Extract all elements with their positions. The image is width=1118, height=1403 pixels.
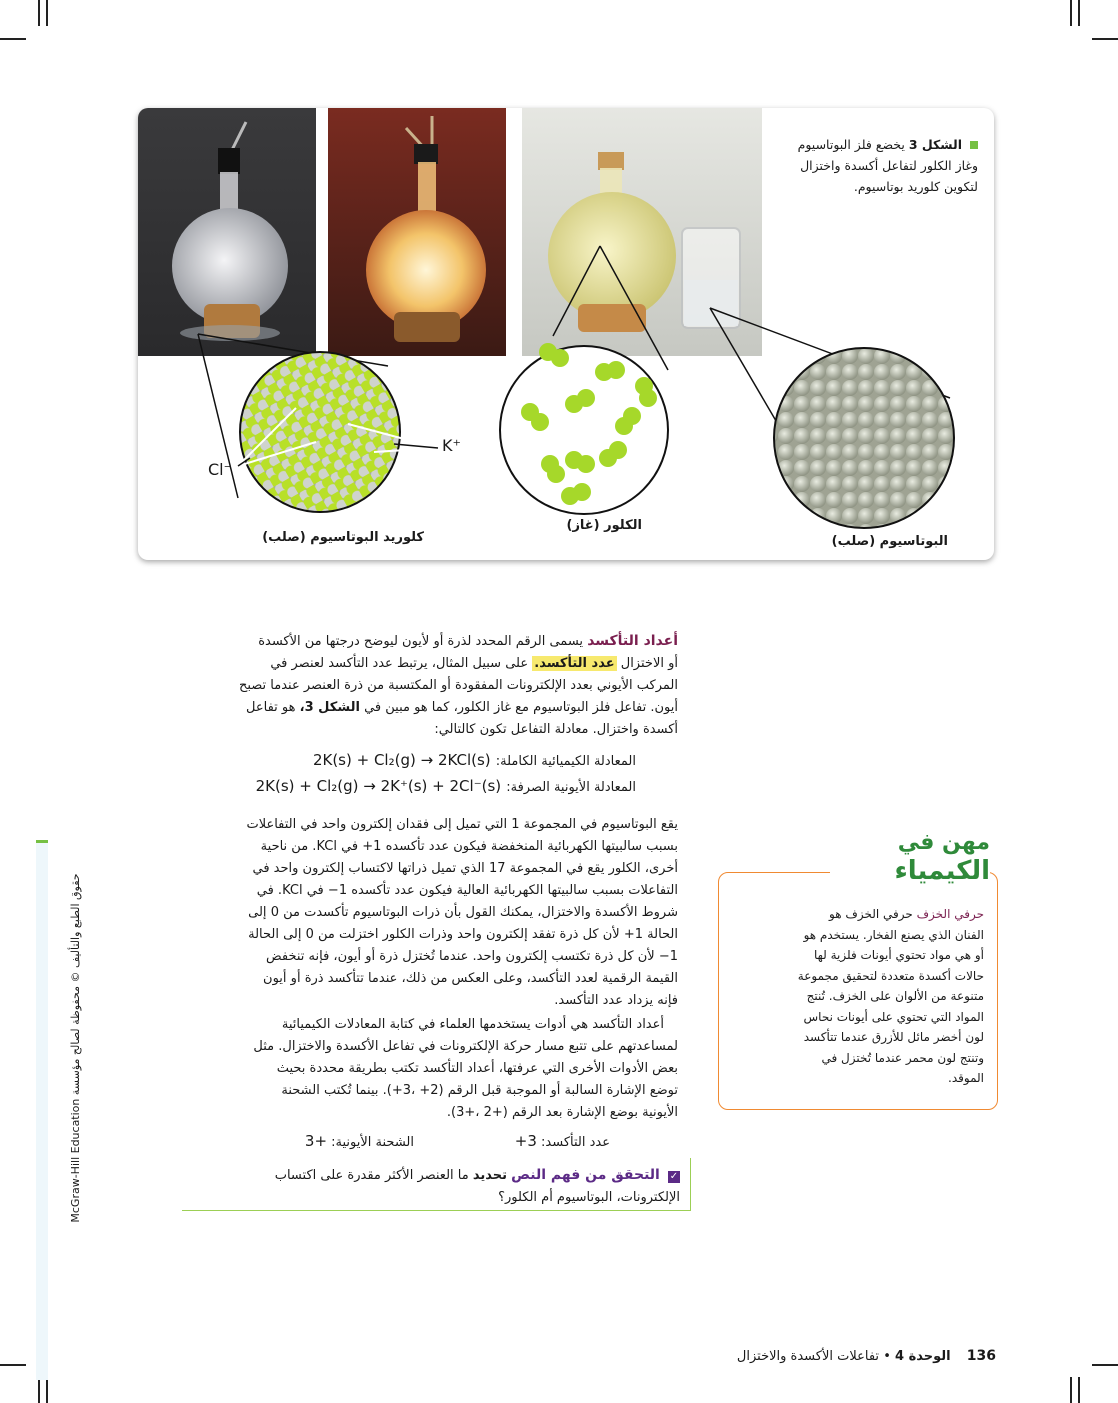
careers-title: [830, 830, 990, 886]
intro-line-1-text: يسمى الرقم المحدد لذرة أو لأيون ليوضح درجتها من الأكسدة: [258, 634, 584, 649]
crop-mark: [46, 1377, 48, 1403]
caption-line-3: لتكوين كلوريد بوتاسيوم.: [853, 179, 978, 194]
crop-mark: [38, 0, 40, 26]
margin-accent-line: [36, 840, 48, 843]
label-potassium-solid: البوتاسيوم (صلب): [831, 534, 948, 549]
reading-check-verb: تحديد: [472, 1168, 508, 1183]
label-chlorine-gas: الكلور (غاز): [566, 518, 642, 533]
page-footer: [600, 1348, 996, 1364]
intro-term: أعداد التأكسد: [587, 633, 678, 649]
label-potassium-chloride: كلوريد البوتاسيوم (صلب): [262, 530, 424, 545]
crop-mark: [0, 1364, 26, 1366]
crop-mark: [1078, 1377, 1080, 1403]
careers-line: أو هي مواد تحتوي أيونات فلزية لها: [813, 948, 984, 962]
leader-line: [553, 246, 600, 336]
reading-check-question-2: الإلكترونات، البوتاسيوم أم الكلور؟: [498, 1190, 680, 1205]
careers-line: متنوعة من الألوان على الخزف. تُنتج: [806, 989, 984, 1003]
potassium-lattice-circle: [774, 348, 954, 528]
oxidation-number-label: عدد التأكسد:: [541, 1135, 610, 1150]
crop-mark: [1070, 0, 1072, 26]
crop-mark: [38, 1377, 40, 1403]
careers-line: المواد التي تحتوي على أيونات نحاس: [803, 1009, 984, 1024]
reading-check-question-1: ما العنصر الأكثر مقدرة على اكتساب: [274, 1168, 469, 1183]
para2-line: شروط الأكسدة والاختزال، يمكنك القول بأن ذرات البوتاسيوم تأكسدت من 0 إلى: [248, 905, 678, 920]
intro-paragraph: [158, 630, 678, 741]
para2-line: فإنه يزداد عدد التأكسد.: [554, 993, 678, 1008]
equation-full: [196, 750, 636, 769]
oxidation-number-value: 3+: [514, 1132, 537, 1150]
ion-label-k: K⁺: [442, 436, 461, 455]
intro-line-4: [158, 697, 678, 719]
careers-line: حالات أكسدة متعددة لتحقيق مجموعة: [797, 968, 984, 983]
side-copyright: [68, 868, 84, 1228]
para3-line: الأيونية بوضع الإشارة بعد الرقم (+2 ،+3).: [446, 1105, 678, 1120]
oxidation-number-example: [420, 1132, 610, 1150]
reading-check-line-1: [186, 1164, 680, 1187]
para2-line: الحالة 1+ لأن كل ذرة تفقد إلكترون واحد وذرات الكلور اختزلت من 0 إلى الحالة: [248, 927, 678, 942]
para3-line: أعداد التأكسد هي أدوات يستخدمها العلماء في كتابة المعادلات الكيميائية: [281, 1017, 664, 1032]
equation-full-label: المعادلة الكيميائية الكاملة:: [495, 754, 636, 769]
crop-mark: [46, 0, 48, 26]
side-copyright-text: حقوق الطبع والتأليف © محفوظة لصالح مؤسسة: [69, 873, 82, 1096]
careers-line-1: [730, 904, 984, 925]
careers-line: الموقد.: [948, 1071, 984, 1085]
para3-line: توضع الإشارة السالبة أو الموجبة قبل الرقم (2+ ،3+). بينما تُكتب الشحنة: [281, 1083, 678, 1098]
careers-text: [730, 904, 984, 1089]
leader-line: [710, 308, 786, 438]
intro-line-4a: أيون. تفاعل فلز البوتاسيوم مع غاز الكلور، كما هو مبين في: [364, 700, 678, 715]
figure-card: [138, 108, 994, 560]
figure-reference: الشكل 3،: [299, 700, 360, 715]
paragraph-potassium-chlorine: [158, 814, 678, 1012]
crop-mark: [1092, 1364, 1118, 1366]
para2-line: يقع البوتاسيوم في المجموعة 1 التي تميل إلى فقدان إلكترون واحد في التفاعلات: [246, 817, 678, 832]
intro-line-5: أكسدة واختزال. معادلة التفاعل تكون كالتالي:: [434, 722, 678, 737]
ionic-charge-value: +3: [304, 1132, 328, 1150]
para2-line: 1− لأن كل ذرة تكتسب إلكترون واحد. عندما تُختزل ذرة أو أيون، فإنه تنخفض: [265, 949, 678, 964]
intro-line-3: المركب الأيوني بعدد الإلكترونات المفقودة أو المكتسبة من ذرة العنصر عندما تصبح: [238, 678, 678, 693]
reading-check: [186, 1164, 680, 1209]
footer-unit: الوحدة 4: [895, 1349, 951, 1364]
crop-mark: [1070, 1377, 1072, 1403]
equation-ionic: [170, 776, 636, 795]
crop-mark: [1078, 0, 1080, 26]
intro-line-2a: أو الاختزال: [620, 656, 678, 671]
intro-line-1: [158, 630, 678, 653]
zoom-diagram: [138, 108, 994, 560]
ion-label-cl: Cl⁻: [208, 460, 233, 479]
caption-label: الشكل 3: [908, 137, 963, 152]
equation-ionic-formula: 2K(s) + Cl₂(g) → 2K⁺(s) + 2Cl⁻(s): [255, 777, 502, 795]
careers-line: وتنتج لون محمر عندما تُختزل في: [821, 1050, 984, 1065]
reading-check-label: التحقق من فهم النص: [511, 1167, 660, 1183]
margin-strip: [36, 840, 48, 1380]
para2-line: أخرى، الكلور يقع في المجموعة 17 الذي تميل ذراتها لاكتساب إلكترون واحد في: [252, 861, 678, 876]
equation-full-formula: 2K(s) + Cl₂(g) → 2KCl(s): [312, 751, 491, 769]
equation-ionic-label: المعادلة الأيونية الصرفة:: [506, 780, 636, 795]
caption-line-2: وغاز الكلور لتفاعل أكسدة واختزال: [800, 158, 978, 173]
side-publisher: McGraw-Hill Education: [69, 1098, 82, 1223]
page-number: 136: [966, 1348, 996, 1364]
careers-title-line-1: مهن في: [897, 830, 990, 855]
intro-line-4b: هو تفاعل: [246, 700, 296, 715]
footer-bullet: •: [883, 1349, 891, 1364]
ionic-charge-example: [214, 1132, 414, 1150]
careers-line-1-text: حرفي الخزف هو: [829, 907, 913, 921]
para3-line: بعض الأدوات الأخرى التي عرفتها، أعداد التأكسد تكتب بطريقة محددة بحيث: [276, 1061, 678, 1076]
footer-title: تفاعلات الأكسدة والاختزال: [736, 1349, 880, 1364]
para2-line: القيمة الرقمية لعدد التأكسد، وعلى العكس من ذلك، عندما تتأكسد ذرة أو أيون: [263, 971, 678, 986]
careers-term: حرفي الخزف: [916, 907, 984, 921]
intro-line-2b: على سبيل المثال، يرتبط عدد التأكسد لعنصر في: [270, 656, 529, 671]
careers-line: الفنان الذي يصنع الفخار. يستخدم هو: [803, 927, 984, 942]
careers-line: لون أخضر مائل للأزرق عندما تتأكسد: [803, 1030, 984, 1044]
para3-line: لمساعدتهم على تتبع مسار حركة الإلكترونات في تفاعل الأكسدة والاختزال. مثل: [253, 1039, 678, 1054]
para2-line: بسبب سالبيتها الكهربائية المنخفضة فيكون عدد تأكسده 1+ في KCl. من ناحية: [260, 839, 678, 854]
intro-line-2: [158, 653, 678, 675]
crop-mark: [1092, 38, 1118, 40]
ionic-charge-label: الشحنة الأيونية:: [331, 1135, 414, 1150]
caption-line-1: يخضع فلز البوتاسيوم: [797, 137, 905, 152]
careers-title-line-2: الكيمياء: [894, 856, 990, 886]
paragraph-oxidation-tools: [158, 1014, 678, 1124]
para2-line: التفاعلات بسبب سالبيتها الكهربائية العالية فيكون عدد تأكسده 1− في KCl. في: [256, 883, 678, 898]
crop-mark: [0, 38, 26, 40]
checkbox-icon: ✓: [669, 1171, 679, 1182]
oxidation-number-term: عدد التأكسد.: [534, 656, 615, 671]
